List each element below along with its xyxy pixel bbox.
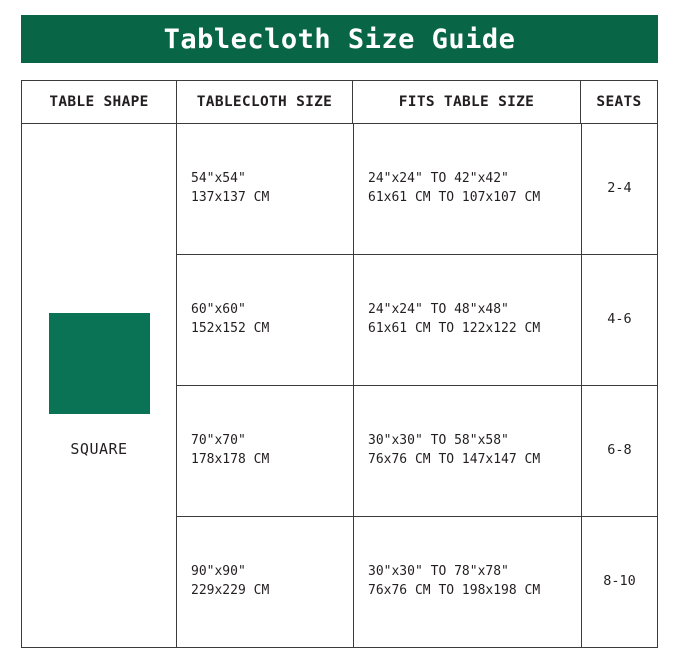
- page-title: Tablecloth Size Guide: [163, 23, 516, 55]
- seats-cell: 8-10: [581, 517, 657, 647]
- tablecloth-size-cell: [177, 124, 353, 254]
- tablecloth-size-cm: 152x152 CM: [191, 321, 270, 336]
- fits-size-inches: 30"x30" TO 78"x78": [368, 564, 509, 580]
- shape-label: SQUARE: [70, 440, 128, 458]
- tablecloth-size-cm: 229x229 CM: [191, 583, 270, 598]
- column-header-seats: SEATS: [580, 81, 657, 123]
- column-header-fits-table-size: FITS TABLE SIZE: [352, 81, 580, 123]
- tablecloth-size-cell: [177, 255, 353, 385]
- tablecloth-size-inches: 54"x54": [191, 171, 246, 187]
- table-row: [177, 516, 657, 647]
- fits-size-inches: 24"x24" TO 42"x42": [368, 171, 509, 187]
- fits-table-size-cell: [353, 386, 581, 516]
- tablecloth-size-cm: 137x137 CM: [191, 190, 270, 205]
- table-row: [177, 385, 657, 516]
- tablecloth-size-cm: 178x178 CM: [191, 452, 270, 467]
- square-shape-icon: [49, 313, 150, 414]
- fits-size-cm: 61x61 CM TO 122x122 CM: [368, 321, 541, 336]
- tablecloth-size-cell: [177, 517, 353, 647]
- table-row: [177, 254, 657, 385]
- fits-size-cm: 76x76 CM TO 147x147 CM: [368, 452, 541, 467]
- size-guide-table: [21, 80, 658, 648]
- seats-cell: 6-8: [581, 386, 657, 516]
- fits-table-size-cell: [353, 124, 581, 254]
- fits-size-cm: 76x76 CM TO 198x198 CM: [368, 583, 541, 598]
- column-header-table-shape: TABLE SHAPE: [49, 94, 149, 110]
- table-header-row: [22, 81, 657, 124]
- table-row: [177, 124, 657, 254]
- tablecloth-size-inches: 60"x60": [191, 302, 246, 318]
- tablecloth-size-inches: 90"x90": [191, 564, 246, 580]
- column-header-tablecloth-size: TABLECLOTH SIZE: [176, 81, 352, 123]
- seats-cell: 2-4: [581, 124, 657, 254]
- fits-table-size-cell: [353, 255, 581, 385]
- fits-size-inches: 30"x30" TO 58"x58": [368, 433, 509, 449]
- tablecloth-size-inches: 70"x70": [191, 433, 246, 449]
- table-rows: [176, 124, 657, 647]
- tablecloth-size-cell: [177, 386, 353, 516]
- page-title-banner: [21, 15, 658, 63]
- table-shape-cell: [22, 124, 176, 647]
- fits-table-size-cell: [353, 517, 581, 647]
- fits-size-inches: 24"x24" TO 48"x48": [368, 302, 509, 318]
- table-body: [22, 124, 657, 647]
- seats-cell: 4-6: [581, 255, 657, 385]
- fits-size-cm: 61x61 CM TO 107x107 CM: [368, 190, 541, 205]
